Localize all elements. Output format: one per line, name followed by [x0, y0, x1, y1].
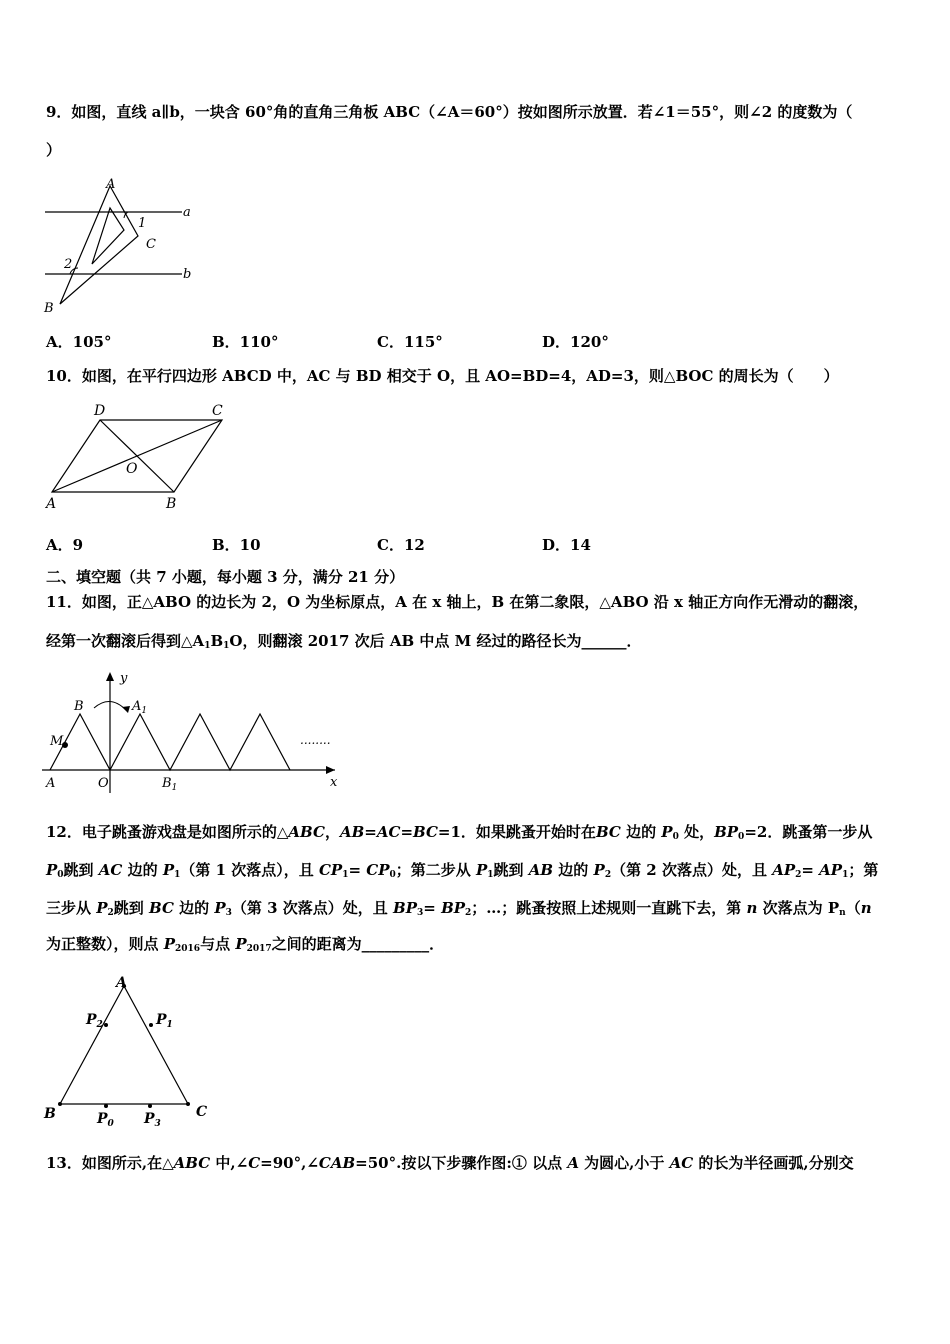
q11-label-o: O: [98, 776, 109, 791]
q12-figure: [40, 972, 230, 1127]
q10-label-o: O: [126, 461, 138, 477]
q12-stem-line4: 为正整数），则点 $P_{2016}$与点 $P_{2017}$之间的距离为_________．: [46, 935, 445, 954]
q9-stem-line1: 9．如图，直线 a∥b，一块含 60°角的直角三角板 ABC（∠A＝60°）按如图所示放置．若∠1＝55°，则∠2 的度数为（: [46, 103, 853, 121]
q10-figure: [42, 400, 232, 515]
q11-label-y: y: [120, 671, 128, 686]
q11-label-a: A: [46, 776, 56, 791]
q9-option-a: A．105°: [46, 333, 112, 351]
q12-stem-line2: $P_0$跳到 AC 边的 $P_1$（第 1 次落点），且 $CP_1= CP_0$；第二步从 $P_1$跳到 AB 边的 $P_2$（第 2 次落点）处，且 $AP_2= AP_1$；第: [46, 861, 879, 880]
q12-label-b: B: [44, 1106, 56, 1122]
q9-stem-line2: ）: [46, 141, 62, 159]
q11-label-b: B: [74, 699, 84, 714]
q11-ellipsis: ........: [300, 733, 331, 747]
q9-label-angle2: 2: [64, 257, 73, 272]
q12-label-p0: $P_0$: [97, 1111, 114, 1127]
section-title: 二、填空题（共 7 小题，每小题 3 分，满分 21 分）: [46, 568, 405, 586]
q9-label-c-vertex: C: [146, 237, 156, 252]
q11-label-b1: $B_1$: [162, 776, 178, 793]
q10-label-a: A: [46, 496, 57, 512]
q10-option-d: D．14: [542, 536, 591, 554]
q11-stem-line1: 11．如图，正△ABO 的边长为 2，O 为坐标原点，A 在 x 轴上，B 在第二象限，△ABO 沿 x 轴正方向作无滑动的翻滚，: [46, 593, 869, 611]
q9-option-c: C．115°: [377, 333, 443, 351]
q12-label-p2: $P_2$: [86, 1012, 103, 1030]
q9-option-b: B．110°: [212, 333, 279, 351]
q12-label-a: A: [116, 975, 127, 991]
q9-label-line-a: a: [183, 205, 191, 220]
q10-option-c: C．12: [377, 536, 425, 554]
q10-label-d: D: [94, 403, 106, 419]
q9-label-line-b: b: [183, 267, 192, 282]
q9-option-d: D．120°: [542, 333, 609, 351]
q10-label-c: C: [212, 403, 223, 419]
q12-stem-line3: 三步从 $P_2$跳到 BC 边的 $P_3$（第 3 次落点）处，且 $BP_3= BP_2$；…；跳蚤按照上述规则一直跳下去，第 n 次落点为 $P_n(n$: [46, 899, 872, 918]
q10-option-a: A．9: [46, 536, 84, 554]
q13-stem: 13．如图所示,在△ABC 中,∠C=90°,∠CAB=50°.按以下步骤作图:① 以点 A 为圆心,小于 AC 的长为半径画弧,分别交: [46, 1154, 854, 1172]
q11-figure: [42, 668, 347, 798]
q10-label-b: B: [166, 496, 177, 512]
q12-label-p1: $P_1$: [156, 1012, 173, 1030]
q11-label-x: x: [330, 775, 338, 790]
q10-stem: 10．如图，在平行四边形 ABCD 中，AC 与 BD 相交于 O，且 AO=BD=4，AD=3，则△BOC 的周长为（ ）: [46, 367, 839, 385]
q9-label-a-vertex: A: [106, 177, 116, 192]
q9-label-b-vertex: B: [44, 301, 54, 316]
q10-option-b: B．10: [212, 536, 261, 554]
q11-label-a1: $A_1$: [132, 699, 148, 716]
q12-label-c: C: [196, 1104, 208, 1120]
q9-label-angle1: 1: [138, 216, 147, 231]
q11-stem-line2: 经第一次翻滚后得到$\triangle A_1B_1O$，则翻滚 2017 次后 AB 中点 M 经过的路径长为______．: [46, 632, 642, 651]
q12-label-p3: $P_3$: [144, 1111, 161, 1127]
q12-stem-line1: 12．电子跳蚤游戏盘是如图所示的△ABC，AB=AC=BC=1．如果跳蚤开始时在BC 边的 $P_0$ 处，$BP_0=2$．跳蚤第一步从: [46, 823, 873, 842]
q9-figure: [40, 172, 210, 317]
q11-label-m: M: [50, 734, 64, 749]
